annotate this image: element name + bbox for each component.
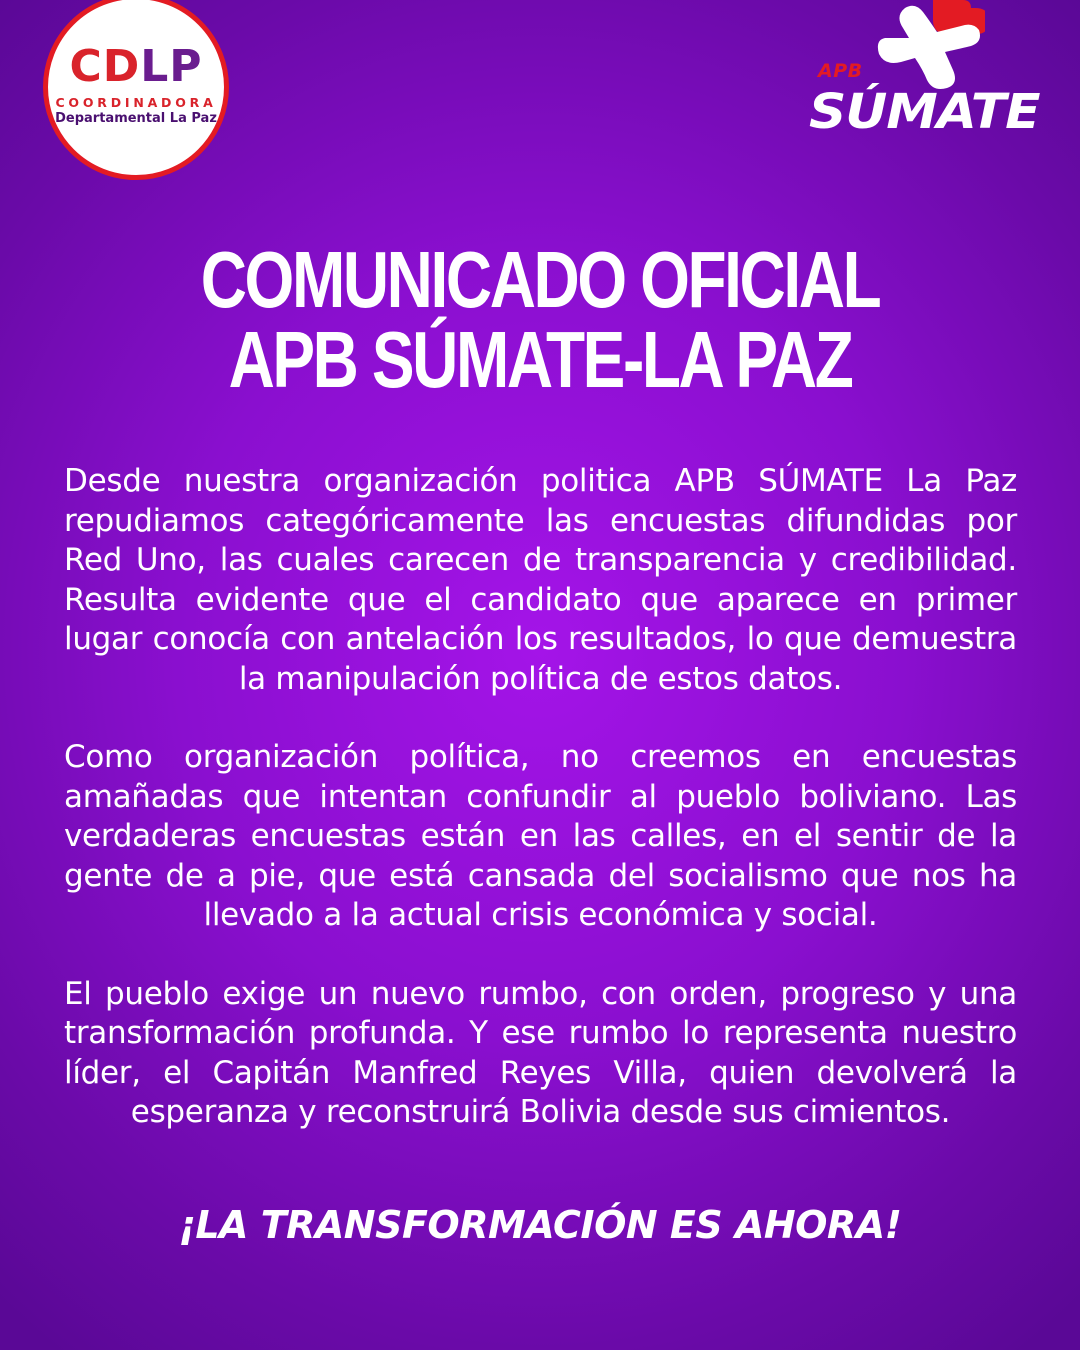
sumate-logo-prefix: APB: [818, 60, 863, 82]
page-title-line-2: APB SÚMATE-LA PAZ: [228, 315, 852, 404]
cdlp-logo-subtitle: COORDINADORA: [55, 95, 217, 110]
sumate-heart-cross-icon: [875, 0, 985, 92]
page-title-line-1: COMUNICADO OFICIAL: [200, 235, 880, 324]
sumate-logo-name: SÚMATE: [809, 84, 1040, 140]
statement-paragraph-2: Como organización política, no creemos en encuestas amañadas que intentan confundir al pueblo boliviano. Las verdaderas encuestas están en las calles, en el sentir de la gente de a pie, que está cansada del socialismo que nos ha llevado a la actual crisis económica y social.: [64, 739, 1017, 933]
slogan: ¡LA TRANSFORMACIÓN ES AHORA!: [178, 1203, 902, 1247]
statement-paragraph-1: Desde nuestra organización politica APB SÚMATE La Paz repudiamos categóricamente las encuestas difundidas por Red Uno, las cuales carecen de transparencia y credibilidad. Resulta evidente que el candidato que aparece en primer lugar conocía con antelación los resultados, lo que demuestra la manipulación política de estos datos.: [64, 463, 1017, 697]
cdlp-logo: [43, 0, 229, 180]
cdlp-logo-letters: CDLP: [69, 41, 203, 92]
statement-body: [64, 462, 1017, 1133]
sumate-logo: [805, 0, 1055, 145]
cdlp-logo-department: Departamental La Paz: [55, 111, 217, 126]
statement-paragraph-3: El pueblo exige un nuevo rumbo, con orden, progreso y una transformación profunda. Y ese rumbo lo representa nuestro líder, el Capitán Manfred Reyes Villa, quien devolverá la esperanza y reconstruirá Bolivia desde sus cimientos.: [64, 975, 1017, 1130]
